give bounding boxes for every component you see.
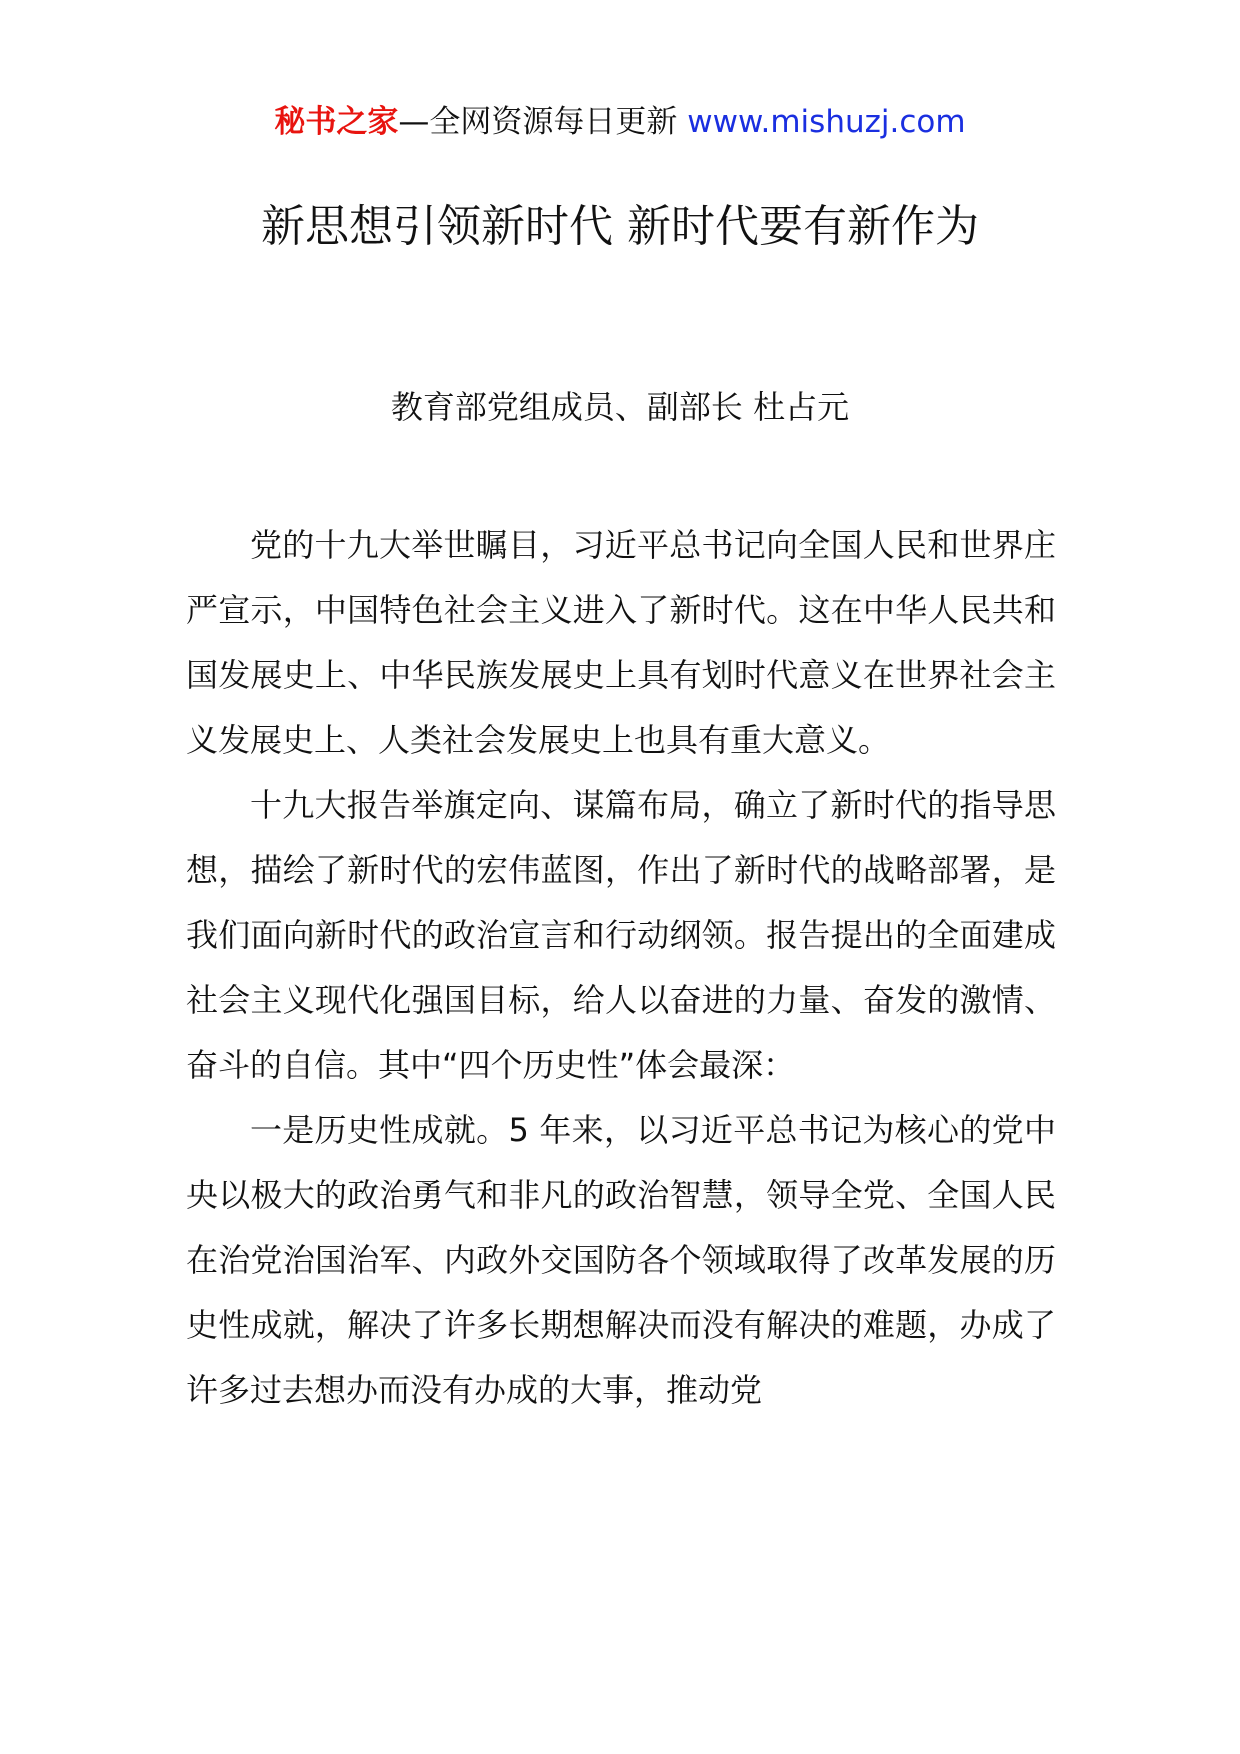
paragraph-3: 一是历史性成就。5 年来，以习近平总书记为核心的党中央以极大的政治勇气和非凡的政治智慧，领导全党、全国人民在治党治国治军、内政外交国防各个领域取得了改革发展的历史性成就，解决了许多长期想解决而没有解决的难题，办成了许多过去想办而没有办成的大事，推动党 — [186, 1111, 1056, 1409]
paragraph-1: 党的十九大举世瞩目，习近平总书记向全国人民和世界庄严宣示，中国特色社会主义进入了新时代。这在中华人民共和国发展史上、中华民族发展史上具有划时代意义在世界社会主义发展史上、人类社会发展史上也具有重大意义。 — [186, 526, 1056, 759]
site-tagline: —全网资源每日更新 — [398, 104, 688, 140]
document-author: 教育部党组成员、副部长 杜占元 — [390, 388, 850, 426]
site-url-link[interactable]: www.mishuzj.com — [687, 104, 966, 140]
document-body — [186, 513, 1056, 1423]
document-title: 新思想引领新时代 新时代要有新作为 — [261, 201, 979, 252]
site-brand: 秘书之家 — [274, 104, 399, 140]
site-header — [0, 100, 1240, 144]
paragraph-2: 十九大报告举旗定向、谋篇布局，确立了新时代的指导思想，描绘了新时代的宏伟蓝图，作出了新时代的战略部署，是我们面向新时代的政治宣言和行动纲领。报告提出的全面建成社会主义现代化强国目标，给人以奋进的力量、奋发的激情、奋斗的自信。其中“四个历史性”体会最深： — [186, 786, 1056, 1084]
